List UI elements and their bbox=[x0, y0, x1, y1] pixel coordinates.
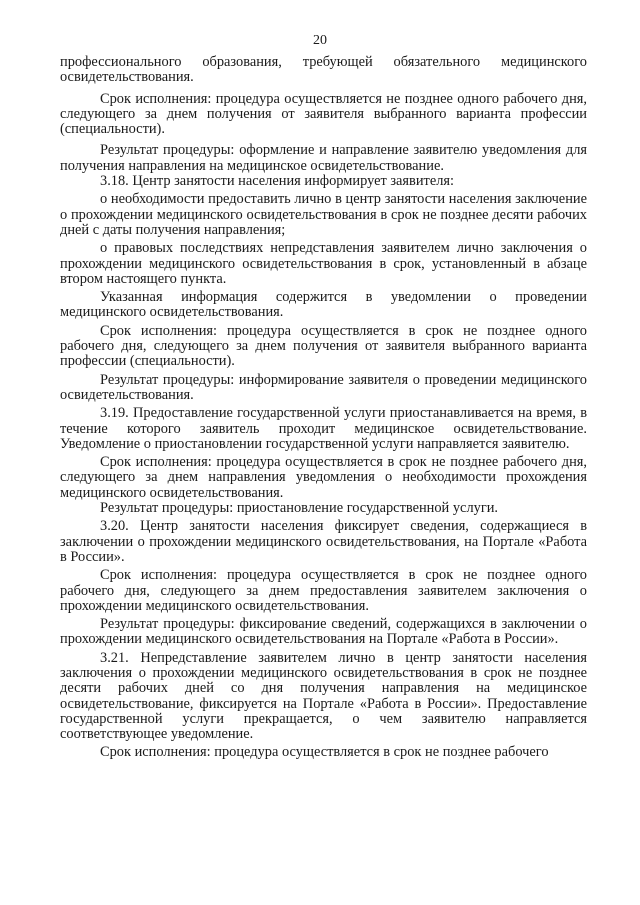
paragraph: Результат процедуры: фиксирование сведений, содержащихся в заключении о прохождении медицинского освидетельствования на Портале «Работа в России». bbox=[60, 616, 587, 648]
paragraph: Результат процедуры: информирование заявителя о проведении медицинского освидетельствования. bbox=[60, 371, 587, 403]
paragraph: Срок исполнения: процедура осуществляется в срок не позднее рабочего bbox=[100, 744, 549, 761]
paragraph: профессионального образования, требующей обязательного медицинского освидетельствования. bbox=[60, 54, 587, 86]
paragraph: о правовых последствиях непредставления заявителем лично заключения о прохождении медицинского освидетельствования в срок, установленный в абзаце втором настоящего пункта. bbox=[60, 240, 587, 287]
paragraph: Результат процедуры: приостановление государственной услуги. bbox=[100, 500, 499, 517]
paragraph: 3.18. Центр занятости населения информирует заявителя: bbox=[100, 173, 455, 190]
paragraph: 3.21. Непредставление заявителем лично в центр занятости населения заключения о прохождении медицинского освидетельствования в срок не позднее десяти рабочих дней со дня получения направления на медицинское освидетельствование, фиксируется на Портале «Работа в России». Предоставление государственной услуги прекращается, о чем заявителю направляется соответствующее уведомление. bbox=[60, 649, 587, 743]
paragraph: Результат процедуры: оформление и направление заявителю уведомления для получения направления на медицинское освидетельствование. bbox=[60, 142, 587, 174]
paragraph: Срок исполнения: процедура осуществляется в срок не позднее одного рабочего дня, следующего за днем получения от заявителя выбранного варианта профессии (специальности). bbox=[60, 322, 587, 370]
paragraph: 3.19. Предоставление государственной услуги приостанавливается на время, в течение которого заявитель проходит медицинское освидетельствование. Уведомление о приостановлении государственной услуги направляется заявителю. bbox=[60, 405, 587, 452]
paragraph: Срок исполнения: процедура осуществляется в срок не позднее рабочего дня, следующего за днем направления уведомления о необходимости прохождения медицинского освидетельствования. bbox=[60, 454, 587, 501]
paragraph: о необходимости предоставить лично в центр занятости населения заключение о прохождении медицинского освидетельствования в срок не позднее десяти рабочих дней с даты получения направления; bbox=[60, 191, 587, 238]
paragraph: 3.20. Центр занятости населения фиксирует сведения, содержащиеся в заключении о прохождении медицинского освидетельствования, на Портале «Работа в России». bbox=[60, 518, 587, 565]
paragraph: Указанная информация содержится в уведомлении о проведении медицинского освидетельствования. bbox=[60, 289, 587, 321]
paragraph: Срок исполнения: процедура осуществляется в срок не позднее одного рабочего дня, следующего за днем предоставления заявителем заключения о прохождении медицинского освидетельствования. bbox=[60, 567, 587, 614]
page-number: 20 bbox=[313, 33, 327, 48]
document-body bbox=[60, 55, 587, 761]
paragraph: Срок исполнения: процедура осуществляется не позднее одного рабочего дня, следующего за днем получения от заявителя выбранного варианта профессии (специальности). bbox=[60, 90, 587, 138]
